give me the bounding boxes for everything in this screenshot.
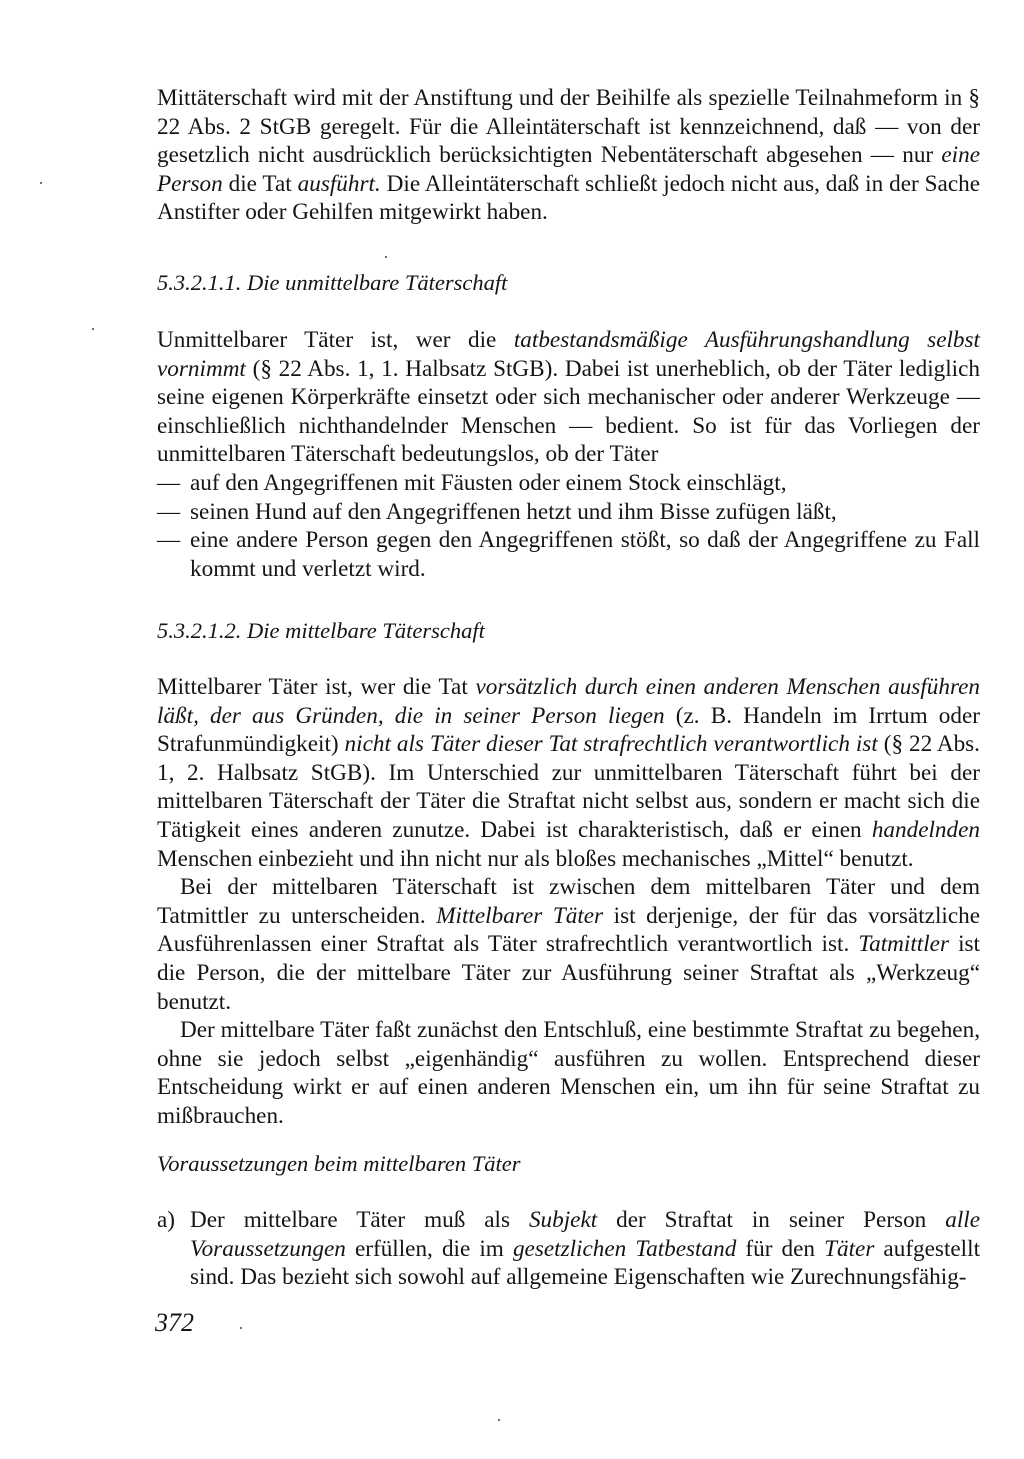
section-heading-voraussetzungen: Voraussetzungen beim mittelbaren Täter xyxy=(157,1151,521,1176)
item-a-emphasis-2: alle Voraussetzungen xyxy=(190,1207,980,1262)
section3-block xyxy=(157,1206,980,1292)
list-dash: — xyxy=(157,469,181,496)
intro-text-2: die Tat xyxy=(222,170,298,197)
list-dash: — xyxy=(157,527,181,554)
intro-paragraph xyxy=(157,84,980,227)
scan-speck xyxy=(498,1419,500,1421)
section-heading-unmittelbare: 5.3.2.1.1. Die unmittelbare Täterschaft xyxy=(157,270,508,295)
list-item xyxy=(157,1206,980,1292)
s2p2-text-2: ist derjenige, der für das vorsätzliche Ausführenlassen einer Straftat als Täter strafrechtlich verantwortlich ist. xyxy=(157,902,981,958)
item-a-text-5: aufgestellt sind. Das bezieht sich sowohl auf allgemeine Eigenschaften wie Zurechnungsfähig- xyxy=(190,1235,981,1291)
section1-dash-list xyxy=(157,469,980,583)
section1-paragraph xyxy=(157,326,980,469)
intro-paragraph-block xyxy=(157,84,980,227)
s2p1-emphasis-1: vorsätzlich durch einen anderen Menschen ausführen läßt, der aus Gründen, die in seiner Person liegen xyxy=(157,674,981,729)
s1-text-1: Unmittelbarer Täter ist, wer die xyxy=(157,327,514,353)
s2p1-text-2: (z. B. Handeln im Irrtum oder Strafunmündigkeit) xyxy=(157,702,980,758)
page-number: 372 xyxy=(155,1308,194,1337)
list-item-text: eine andere Person gegen den Angegriffenen stößt, so daß der Angegriffene zu Fall kommt und verletzt wird. xyxy=(190,527,980,582)
item-a-emphasis-3: gesetzlichen Tatbestand xyxy=(512,1235,737,1262)
section2-paragraph-2 xyxy=(157,873,980,1016)
scan-speck xyxy=(385,256,387,258)
s2p1-emphasis-3: handelnden xyxy=(871,816,980,843)
item-a-text-1: Der mittelbare Täter muß als xyxy=(190,1207,529,1233)
intro-text-1: Mittäterschaft wird mit der Anstiftung und der Beihilfe als spezielle Teilnahmeform in § 22 Abs. 2 StGB geregelt. Für die Alleintäterschaft ist kennzeichnend, daß — von der gesetzlich nicht ausdrücklich berücksichtigten Nebentäterschaft abgesehen — nur xyxy=(157,85,980,169)
intro-text-3: Die Alleintäterschaft schließt jedoch nicht aus, daß in der Sache Anstifter oder Gehilfen mitgewirkt haben. xyxy=(157,170,981,226)
s1-text-2: (§ 22 Abs. 1, 1. Halbsatz StGB). Dabei ist unerheblich, ob der Täter lediglich seine eigenen Körperkräfte einsetzt oder sich mechanischer oder anderer Werkzeuge — einschließlich nichthandelnder Menschen — bedient. So ist für das Vorliegen der unmittelbaren Täterschaft bedeutungslos, ob der Täter xyxy=(157,355,980,468)
scan-speck xyxy=(40,182,42,184)
s1-emphasis: tatbestandsmäßige Ausführungshandlung selbst vornimmt xyxy=(157,327,980,382)
item-a-text-3: erfüllen, die im xyxy=(345,1235,513,1262)
section2-paragraph-1 xyxy=(157,673,980,873)
list-item-text: auf den Angegriffenen mit Fäusten oder einem Stock einschlägt, xyxy=(190,469,787,496)
list-item xyxy=(157,469,980,498)
s2p1-text-1: Mittelbarer Täter ist, wer die Tat xyxy=(157,674,476,700)
intro-emphasis-person: eine Person xyxy=(157,142,980,197)
item-a-text-4: für den xyxy=(736,1235,825,1262)
s2p2-text-1: Bei der mittelbaren Täterschaft ist zwischen dem mittelbaren Täter und dem Tatmittler zu unterscheiden. xyxy=(157,874,980,929)
list-item-text: seinen Hund auf den Angegriffenen hetzt und ihm Bisse zufügen läßt, xyxy=(190,498,837,525)
item-a-emphasis-4: Täter xyxy=(824,1235,875,1262)
s2p1-emphasis-2: nicht als Täter dieser Tat strafrechtlich verantwortlich ist xyxy=(344,731,878,758)
list-item xyxy=(157,526,980,583)
list-item xyxy=(157,498,980,527)
section-heading-mittelbare: 5.3.2.1.2. Die mittelbare Täterschaft xyxy=(157,618,485,643)
item-a-emphasis-1: Subjekt xyxy=(528,1207,598,1233)
section2-block xyxy=(157,673,980,1131)
section1-block xyxy=(157,326,980,583)
s2p1-text-3: (§ 22 Abs. 1, 2. Halbsatz StGB). Im Unterschied zur unmittelbaren Täterschaft führt bei der mittelbaren Täterschaft der Täter die Straftat nicht selbst aus, sondern er macht sich die Tätigkeit eines anderen zunutze. Dabei ist charakteristisch, daß er einen xyxy=(157,731,980,843)
scan-speck xyxy=(240,1327,242,1329)
scan-speck xyxy=(92,328,94,330)
section3-alpha-list xyxy=(157,1206,980,1292)
section2-paragraph-3: Der mittelbare Täter faßt zunächst den Entschluß, eine bestimmte Straftat zu begehen, ohne sie jedoch selbst „eigenhändig“ ausführen zu wollen. Entsprechend dieser Entscheidung wirkt er auf einen anderen Menschen ein, um ihn für seine Straftat zu mißbrauchen. xyxy=(157,1017,980,1129)
item-a-text-2: der Straftat in seiner Person xyxy=(597,1207,946,1233)
list-marker: a) xyxy=(157,1207,176,1233)
list-dash: — xyxy=(157,498,181,525)
s2p2-emphasis-2: Tatmittler xyxy=(858,931,949,958)
intro-emphasis-ausfuehrt: ausführt. xyxy=(297,170,381,197)
s2p2-emphasis-1: Mittelbarer Täter xyxy=(436,902,604,929)
s2p1-text-4: Menschen einbezieht und ihn nicht nur als bloßes mechanisches „Mittel“ benutzt. xyxy=(157,845,914,872)
s2p2-text-3: ist die Person, die der mittelbare Täter zur Ausführung seiner Straftat als „Werkzeug“ benutzt. xyxy=(157,931,980,1015)
